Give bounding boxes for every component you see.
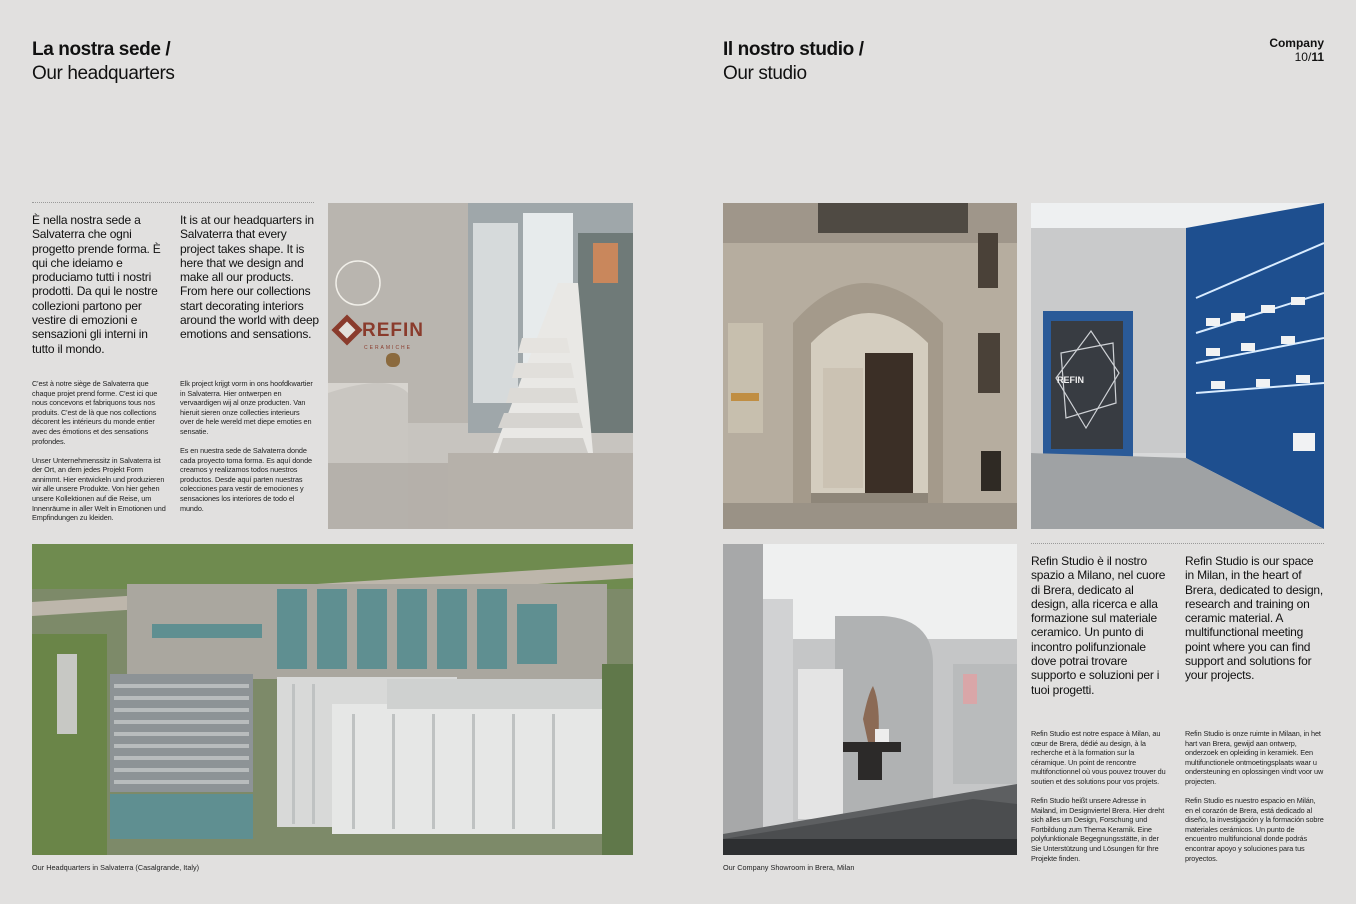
right-text-divider (1031, 543, 1324, 544)
right-page-title (723, 38, 864, 86)
right-photo-caption: Our Company Showroom in Brera, Milan (723, 863, 855, 872)
left-dutch-paragraph: Elk project krijgt vorm in ons hoofdkwartier in Salvaterra. Hier ontwerpen en vervaardigen wij al onze producten. Van hieruit sieren onze collecties interieurs over de hele wereld met diepe emoties en sensatie. (180, 379, 313, 436)
right-col2-small-text (1185, 729, 1325, 873)
left-title-italian: La nostra sede / (32, 39, 171, 60)
right-title-italian: Il nostro studio / (723, 39, 864, 60)
right-german-paragraph: Refin Studio heißt unsere Adresse in Mailand, im Designviertel Brera. Hier dreht sich alles um Design, Forschung und Fortbildung zum Thema Keramik. Eine polyfunktionale Begegnungsstätte, in der Sie Unterstützung und Lösungen für Ihre Projekte finden. (1031, 796, 1165, 863)
right-col1-small-text (1031, 729, 1171, 873)
refin-logo-text: REFIN (362, 320, 424, 341)
refin-logo-subtext: CERAMICHE (364, 345, 413, 351)
left-italian-paragraph: È nella nostra sede a Salvaterra che ogni progetto prende forma. È qui che ideiamo e produciamo tutti i nostri prodotti. Da qui le nostre collezioni partono per vestire di emozioni e sensazioni gli interni in tutto il mondo. (32, 213, 161, 356)
headquarters-lobby-photo (328, 203, 633, 529)
page-marker (1269, 36, 1324, 64)
page-total: 11 (1311, 50, 1324, 64)
right-italian-paragraph: Refin Studio è il nostro spazio a Milano, nel cuore di Brera, dedicato al design, alla ricerca e alla formazione sul materiale ceramico. Un punto di incontro polifunzionale dove potrai trovare supporto e soluzioni per i tuoi progetti. (1031, 554, 1166, 697)
refin-studio-sign-text: REFIN (1057, 375, 1084, 385)
left-photo-caption: Our Headquarters in Salvaterra (Casalgrande, Italy) (32, 863, 200, 872)
right-english-paragraph: Refin Studio is our space in Milan, in the heart of Brera, dedicated to design, research and training on ceramic material. A multifunctional meeting point where you can find support and solutions for your projects. (1185, 554, 1324, 683)
left-col1-small-text (32, 379, 168, 532)
right-dutch-paragraph: Refin Studio is onze ruimte in Milaan, in het hart van Brera, gewijd aan ontwerp, onderzoek en opleiding in keramiek. Een multifunctionele ontmoetingsplaats waar u ondersteuning en oplossingen vindt voor uw projecten. (1185, 729, 1324, 786)
brera-showroom-photo (723, 544, 1017, 855)
left-text-divider (32, 202, 314, 203)
left-french-paragraph: C'est à notre siège de Salvaterra que chaque projet prend forme. C'est ici que nous concevons et fabriquons tous nos produits. C'est de là que nos collections décorent les intérieurs du monde entier avec des émotions et des sensations profondes. (32, 379, 158, 446)
left-page-title (32, 38, 175, 86)
section-label: Company (1269, 36, 1324, 50)
page-number (1295, 50, 1324, 64)
right-french-paragraph: Refin Studio est notre espace à Milan, au cœur de Brera, dédié au design, à la recherche et à la formation sur la céramique. Un point de rencontre multifonctionnel où vous pouvez trouver du soutien et des solutions pour vos projets. (1031, 729, 1166, 786)
left-german-paragraph: Unser Unternehmenssitz in Salvaterra ist der Ort, an dem jedes Projekt Form annimmt. Hier entwickeln und produzieren wir alle unsere Produkte. Von hier gehen unsere Kollektionen auf die Reise, um Innenräume in aller Welt in Emotionen und Empfindungen zu kleiden. (32, 455, 166, 523)
left-english-paragraph: It is at our headquarters in Salvaterra that every project takes shape. It is here that we design and make all our products. From here our collections start decorating interiors around the world with deep emotions and sensations. (180, 213, 319, 342)
left-title-english: Our headquarters (32, 63, 175, 84)
page-current: 10/ (1294, 50, 1312, 64)
refin-studio-interior-photo (1031, 203, 1324, 529)
right-title-english: Our studio (723, 63, 807, 84)
headquarters-aerial-photo (32, 544, 633, 855)
left-col2-small-text (180, 379, 314, 523)
left-spanish-paragraph: Es en nuestra sede de Salvaterra donde cada proyecto toma forma. Es aquí donde creamos y realizamos todos nuestros productos. Desde aquí parten nuestras colecciones para vestir de emociones y sensaciones los interiores de todo el mundo. (180, 446, 312, 513)
right-spanish-paragraph: Refin Studio es nuestro espacio en Milán, en el corazón de Brera, está dedicado al diseño, la investigación y la formación sobre materiales cerámicos. Un punto de encuentro multifuncional donde podrás encontrar apoyo y soluciones para tus proyectos. (1185, 796, 1324, 863)
brera-building-photo (723, 203, 1017, 529)
